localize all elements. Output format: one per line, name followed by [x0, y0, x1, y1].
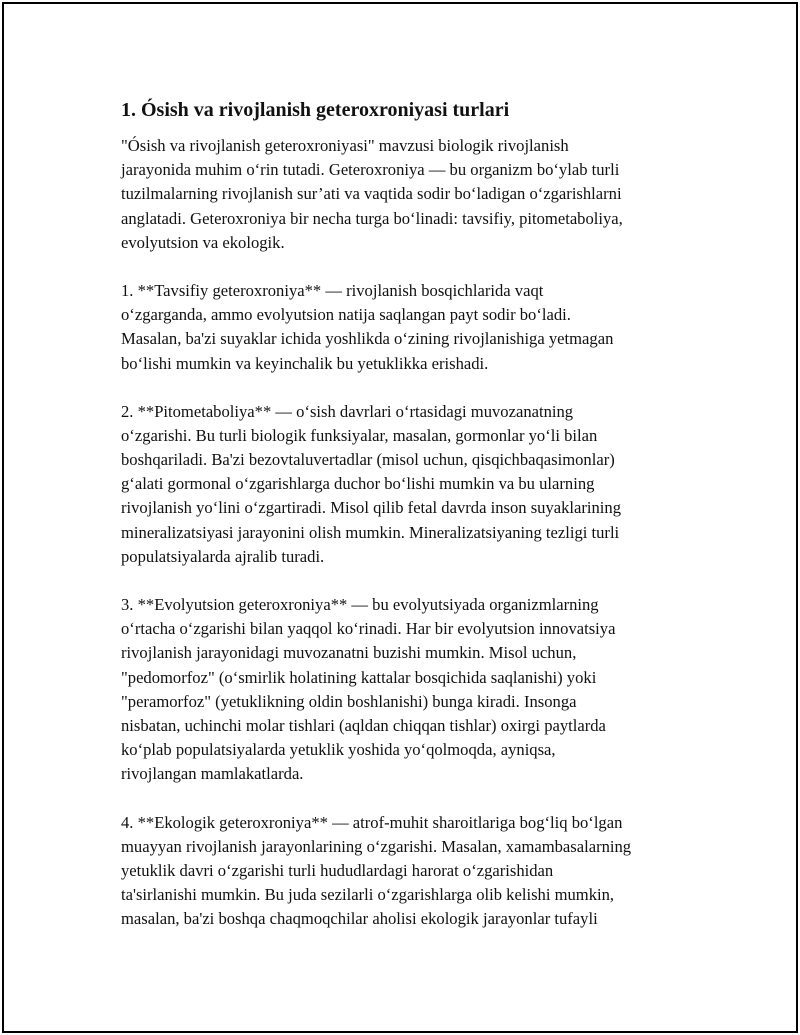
text-line: "peramorfoz" (yetuklikning oldin boshlanishi) bunga kiradi. Insonga	[121, 691, 577, 711]
text-line: anglatadi. Geteroxroniya bir necha turga boʻlinadi: tavsifiy, pitometaboliya,	[121, 208, 623, 228]
text-line: oʻrtacha oʻzgarishi bilan yaqqol koʻrinadi. Har bir evolyutsion innovatsiya	[121, 619, 616, 639]
text-line: jarayonida muhim oʻrin tutadi. Geteroxroniya — bu organizm boʻylab turli	[121, 160, 620, 180]
paragraph-ekologik	[121, 811, 701, 932]
text-line: muayyan rivojlanish jarayonlarining oʻzgarishi. Masalan, xamambasalarning	[121, 836, 632, 856]
text-line: ta'sirlanishi mumkin. Bu juda sezilarli oʻzgarishlarga olib kelishi mumkin,	[121, 885, 615, 905]
section-heading: 1. Ósish va rivojlanish geteroxroniyasi turlari	[121, 99, 510, 121]
text-line: "pedomorfoz" (oʻsmirlik holatining kattalar bosqichida saqlanishi) yoki	[121, 667, 597, 687]
text-line: 4. **Ekologik geteroxroniya** — atrof-muhit sharoitlariga bogʻliq boʻlgan	[121, 812, 623, 832]
text-line: 1. **Tavsifiy geteroxroniya** — rivojlanish bosqichlarida vaqt	[121, 280, 544, 300]
page-frame	[2, 2, 798, 1033]
text-line: boʻlishi mumkin va keyinchalik bu yetuklikka erishadi.	[121, 353, 489, 373]
text-line: tuzilmalarning rivojlanish sur’ati va vaqtida sodir boʻladigan oʻzgarishlarni	[121, 184, 622, 204]
text-line: populatsiyalarda ajralib turadi.	[121, 546, 325, 566]
text-line: oʻzgarganda, ammo evolyutsion natija saqlangan payt sodir boʻladi.	[121, 305, 571, 325]
text-line: rivojlanish jarayonidagi muvozanatni buzishi mumkin. Misol uchun,	[121, 643, 577, 663]
text-line: Masalan, ba'zi suyaklar ichida yoshlikda oʻzining rivojlanishiga yetmagan	[121, 329, 614, 349]
text-line: mineralizatsiyasi jarayonini olish mumkin. Mineralizatsiyaning tezligi turli	[121, 522, 620, 542]
text-line: evolyutsion va ekologik.	[121, 232, 285, 252]
text-line: koʻplab populatsiyalarda yetuklik yoshida yoʻqolmoqda, ayniqsa,	[121, 740, 556, 760]
text-line: boshqariladi. Ba'zi bezovtaluvertadlar (misol uchun, qisqichbaqasimonlar)	[121, 450, 615, 470]
text-line: rivojlangan mamlakatlarda.	[121, 764, 304, 784]
text-line: oʻzgarishi. Bu turli biologik funksiyalar, masalan, gormonlar yoʻli bilan	[121, 425, 598, 445]
paragraph-pitometaboliya	[121, 400, 701, 569]
text-line: nisbatan, uchinchi molar tishlari (aqldan chiqqan tishlar) oxirgi paytlarda	[121, 715, 606, 735]
paragraph-evolyutsion	[121, 593, 701, 787]
paragraph-intro	[121, 134, 701, 255]
text-line: "Ósish va rivojlanish geteroxroniyasi" mavzusi biologik rivojlanish	[121, 136, 569, 155]
text-line: 3. **Evolyutsion geteroxroniya** — bu evolyutsiyada organizmlarning	[121, 595, 599, 614]
text-line: rivojlanish yoʻlini oʻzgartiradi. Misol qilib fetal davrda inson suyaklarining	[121, 498, 622, 518]
text-line: yetuklik davri oʻzgarishi turli hududlardagi harorat oʻzgarishidan	[121, 860, 554, 880]
text-line: gʻalati gormonal oʻzgarishlarga duchor boʻlishi mumkin va bu ularning	[121, 474, 595, 494]
text-line: masalan, ba'zi boshqa chaqmoqchilar aholisi ekologik jarayonlar tufayli	[121, 909, 598, 929]
paragraph-tavsifiy	[121, 279, 701, 376]
document-body	[121, 96, 701, 955]
text-line: 2. **Pitometaboliya** — oʻsish davrlari oʻrtasidagi muvozanatning	[121, 401, 574, 421]
